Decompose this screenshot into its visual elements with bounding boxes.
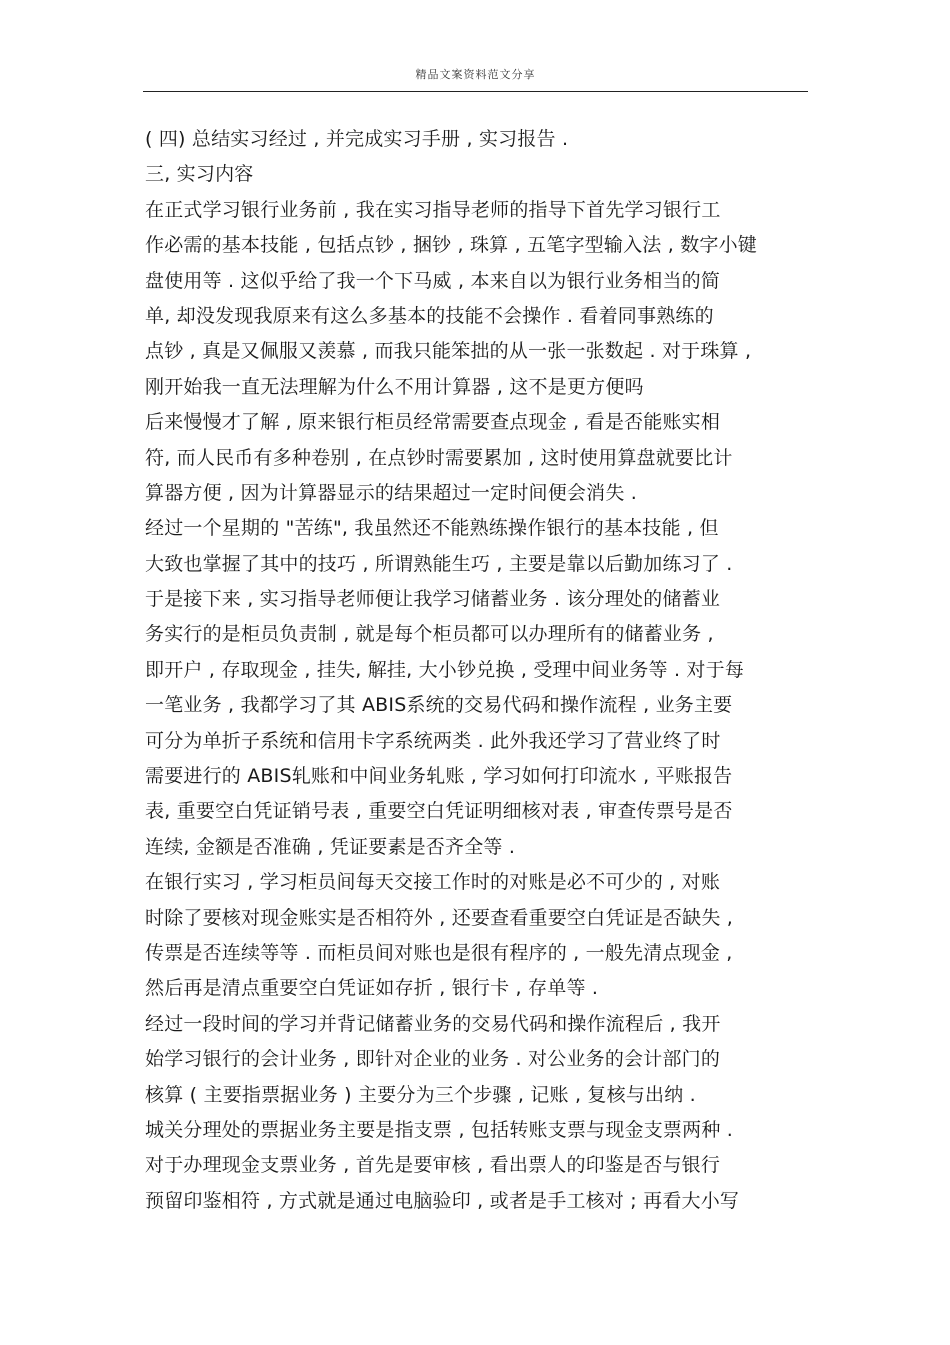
text-line: 始学习银行的会计业务 , 即针对企业的业务 . 对公业务的会计部门的 — [145, 1048, 721, 1071]
text-line: 单, 却没发现我原来有这么多基本的技能不会操作 . 看着同事熟练的 — [145, 304, 714, 327]
text-line: 刚开始我一直无法理解为什么不用计算器 , 这不是更方便吗 — [145, 375, 644, 398]
text-line: 传票是否连续等等 . 而柜员间对账也是很有程序的 , 一般先清点现金 , — [145, 941, 733, 964]
text-line: 作必需的基本技能 , 包括点钞 , 捆钞 , 珠算 , 五笔字型输入法 , 数字小键 — [145, 234, 757, 257]
text-line: 算器方便 , 因为计算器显示的结果超过一定时间便会消失 . — [145, 481, 637, 504]
text-line: ( 四) 总结实习经过 , 并完成实习手册 , 实习报告 . — [145, 128, 569, 150]
text-line: 务实行的是柜员负责制 , 就是每个柜员都可以办理所有的储蓄业务 , — [145, 623, 714, 646]
text-line: 预留印鉴相符 , 方式就是通过电脑验印 , 或者是手工核对 ; 再看大小写 — [145, 1189, 740, 1212]
text-line: 在正式学习银行业务前 , 我在实习指导老师的指导下首先学习银行工 — [145, 198, 721, 221]
text-line: 符, 而人民币有多种卷别 , 在点钞时需要累加 , 这时使用算盘就要比计 — [145, 446, 733, 469]
text-line: 在银行实习 , 学习柜员间每天交接工作时的对账是必不可少的 , 对账 — [145, 871, 721, 894]
text-line: 后来慢慢才了解 , 原来银行柜员经常需要查点现金 , 看是否能账实相 — [145, 411, 721, 434]
text-line: 大致也掌握了其中的技巧 , 所谓熟能生巧 , 主要是靠以后勤加练习了 . — [145, 552, 733, 575]
text-line: 核算 ( 主要指票据业务 ) 主要分为三个步骤 , 记账 , 复核与出纳 . — [145, 1083, 696, 1106]
text-line: 一笔业务 , 我都学习了其 ABIS系统的交易代码和操作流程 , 业务主要 — [145, 694, 733, 717]
text-line: 经过一个星期的 "苦练", 我虽然还不能熟练操作银行的基本技能 , 但 — [145, 517, 719, 540]
text-line: 点钞 , 真是又佩服又羡慕 , 而我只能笨拙的从一张一张数起 . 对于珠算 , — [145, 340, 752, 363]
text-line: 于是接下来 , 实习指导老师便让我学习储蓄业务 . 该分理处的储蓄业 — [145, 588, 721, 611]
text-line: 表, 重要空白凭证销号表 , 重要空白凭证明细核对表 , 审查传票号是否 — [145, 800, 733, 823]
text-line: 对于办理现金支票业务 , 首先是要审核 , 看出票人的印鉴是否与银行 — [145, 1154, 721, 1177]
text-line: 连续, 金额是否准确 , 凭证要素是否齐全等 . — [145, 835, 516, 858]
text-line: 城关分理处的票据业务主要是指支票 , 包括转账支票与现金支票两种 . — [145, 1118, 733, 1141]
text-line: 即开户 , 存取现金 , 挂失, 解挂, 大小钞兑换 , 受理中间业务等 . 对于每 — [145, 658, 745, 681]
text-line: 盘使用等 . 这似乎给了我一个下马威 , 本来自以为银行业务相当的简 — [145, 269, 721, 292]
text-line: 经过一段时间的学习并背记储蓄业务的交易代码和操作流程后 , 我开 — [145, 1012, 721, 1035]
text-line: 时除了要核对现金账实是否相符外 , 还要查看重要空白凭证是否缺失 , — [145, 906, 733, 929]
header-divider — [143, 91, 808, 92]
section-heading: 三, 实习内容 — [145, 163, 254, 186]
page-header: 精品文案资料范文分享 — [415, 68, 536, 81]
document-body — [145, 122, 825, 1219]
text-line: 可分为单折子系统和信用卡字系统两类 . 此外我还学习了营业终了时 — [145, 729, 721, 752]
text-line: 然后再是清点重要空白凭证如存折 , 银行卡 , 存单等 . — [145, 977, 599, 1000]
text-line: 需要进行的 ABIS轧账和中间业务轧账 , 学习如何打印流水 , 平账报告 — [145, 765, 733, 788]
